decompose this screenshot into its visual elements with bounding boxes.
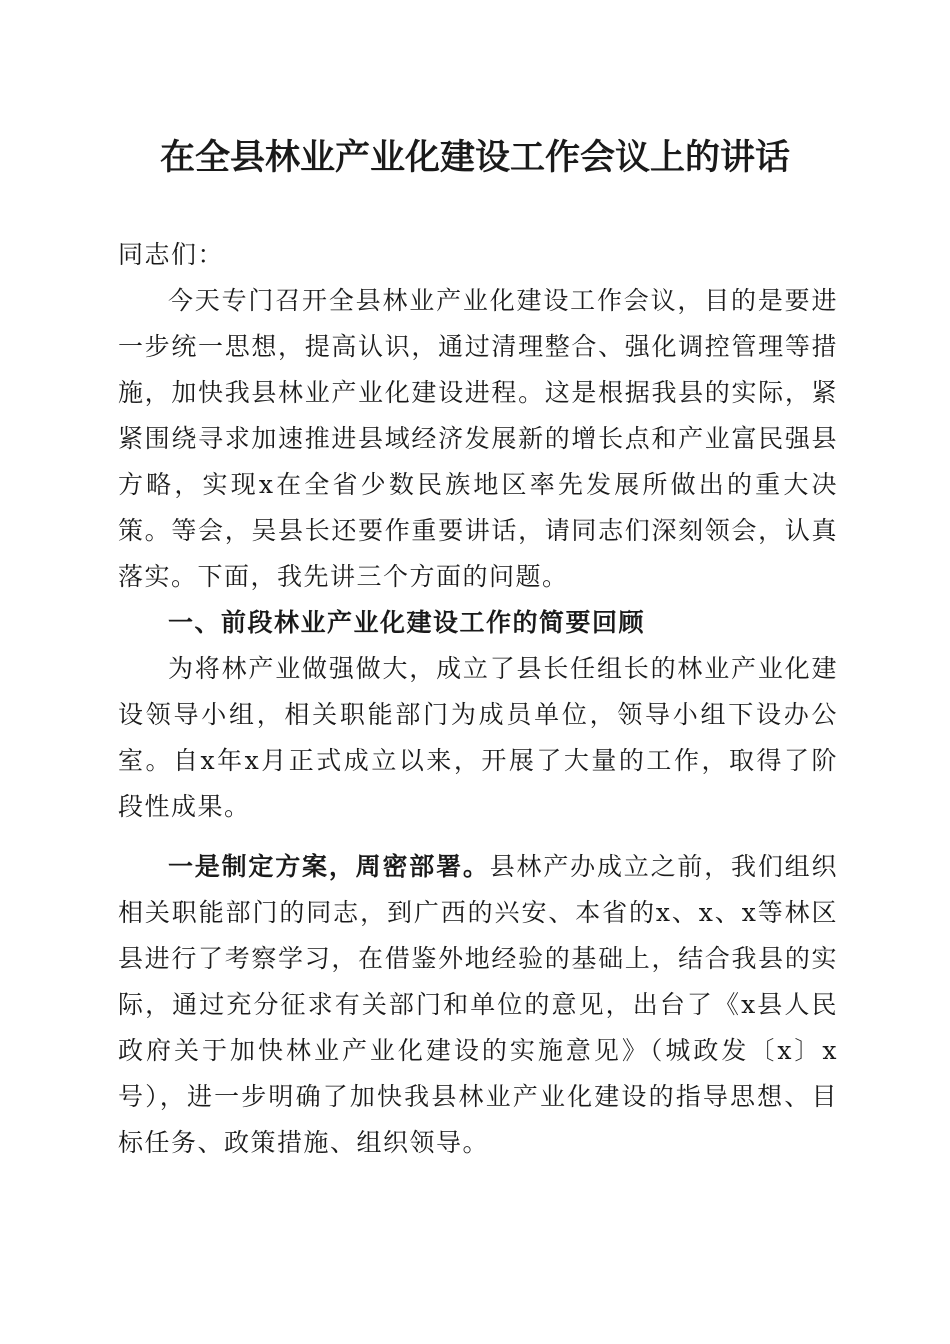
document-body xyxy=(118,232,838,1166)
paragraph-review: 为将林产业做强做大，成立了县长任组长的林业产业化建设领导小组，相关职能部门为成员单位，领导小组下设办公室。自x年x月正式成立以来，开展了大量的工作，取得了阶段性成果。 xyxy=(118,654,838,821)
section-heading-1: 一、前段林业产业化建设工作的简要回顾 xyxy=(168,608,646,637)
point-1-body: 县林产办成立之前，我们组织相关职能部门的同志，到广西的兴安、本省的x、x、x等林区县进行了考察学习，在借鉴外地经验的基础上，结合我县的实际，通过充分征求有关部门和单位的意见，出台了《x县人民政府关于加快林业产业化建设的实施意见》（城政发〔x〕x号），进一步明确了加快我县林业产业化建设的指导思想、目标任务、政策措施、组织领导。 xyxy=(118,852,838,1157)
document-title: 在全县林业产业化建设工作会议上的讲话 xyxy=(159,137,790,178)
point-1-lead: 一是制定方案，周密部署。 xyxy=(168,852,490,881)
paragraph-intro: 今天专门召开全县林业产业化建设工作会议，目的是要进一步统一思想，提高认识，通过清理整合、强化调控管理等措施，加快我县林业产业化建设进程。这是根据我县的实际，紧紧围绕寻求加速推进县域经济发展新的增长点和产业富民强县方略，实现x在全省少数民族地区率先发展所做出的重大决策。等会，吴县长还要作重要讲话，请同志们深刻领会，认真落实。下面，我先讲三个方面的问题。 xyxy=(118,286,838,591)
paragraph-point-1 xyxy=(118,844,838,1166)
salutation: 同志们： xyxy=(118,240,225,269)
